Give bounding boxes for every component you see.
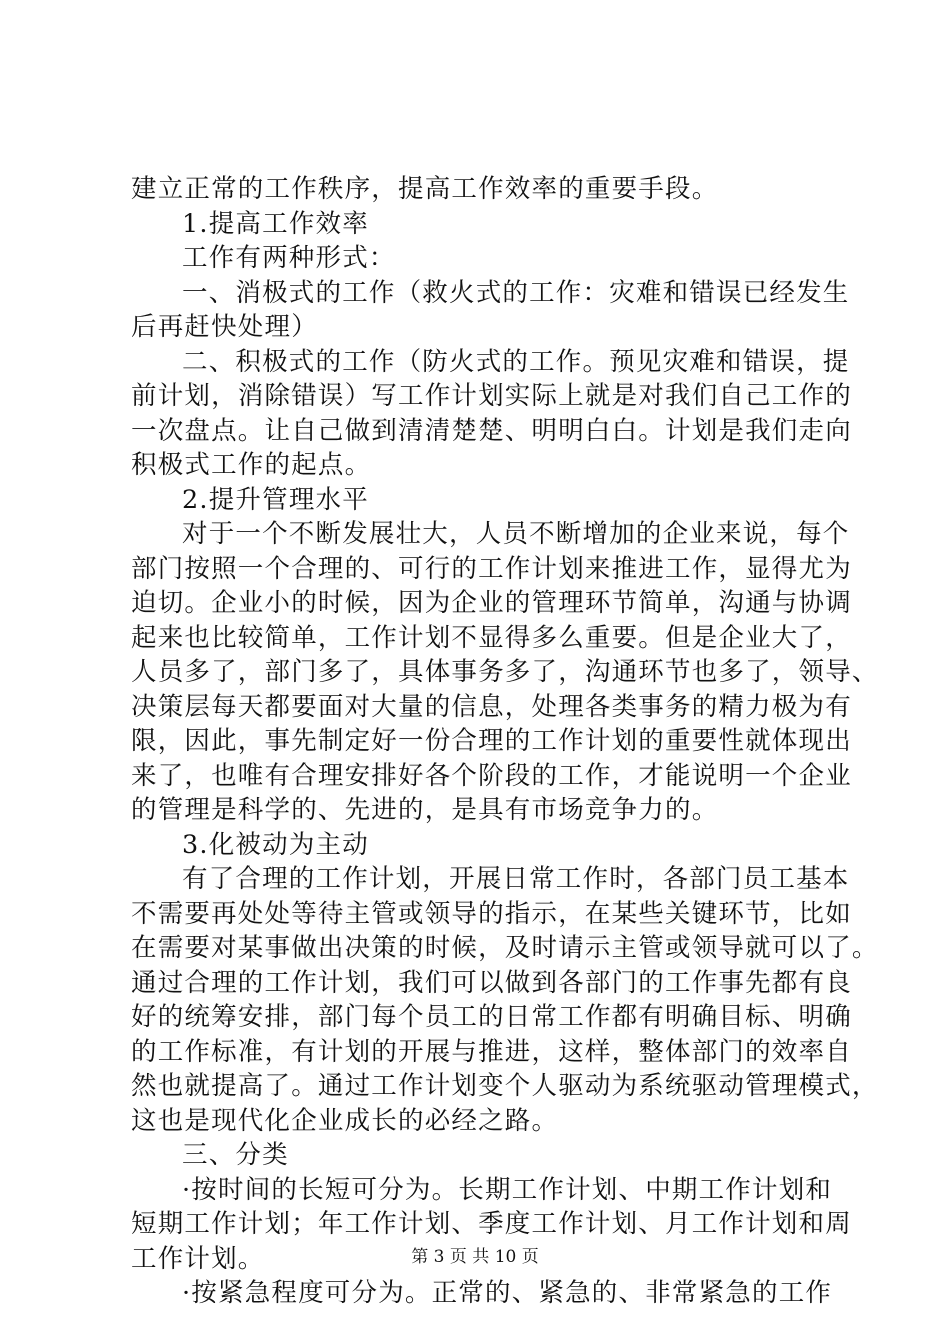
text-line: 人员多了，部门多了，具体事务多了，沟通环节也多了，领导、 [131, 657, 879, 687]
text-line: 来了，也唯有合理安排好各个阶段的工作，才能说明一个企业 [131, 760, 852, 791]
text-line: 2.提升管理水平 [182, 484, 369, 515]
text-line: 的管理是科学的、先进的，是具有市场竞争力的。 [131, 795, 719, 825]
text-line: 限，因此，事先制定好一份合理的工作计划的重要性就体现出 [131, 726, 852, 756]
text-line: 工作计划。 [131, 1243, 265, 1274]
text-line: 积极式工作的起点。 [131, 450, 372, 480]
text-line: 三、分类 [182, 1140, 289, 1170]
text-line: 然也就提高了。通过工作计划变个人驱动为系统驱动管理模式， [131, 1071, 879, 1101]
text-line: 一、消极式的工作（救火式的工作：灾难和错误已经发生 [182, 277, 850, 308]
text-line: ·按时间的长短可分为。长期工作计划、中期工作计划和 [182, 1174, 833, 1205]
text-line: 部门按照一个合理的、可行的工作计划来推进工作，显得尤为 [131, 553, 852, 584]
text-line: 这也是现代化企业成长的必经之路。 [131, 1105, 559, 1136]
text-line: 对于一个不断发展壮大，人员不断增加的企业来说，每个 [182, 519, 850, 549]
text-line: 的工作标准，有计划的开展与推进，这样，整体部门的效率自 [131, 1036, 852, 1067]
text-line: 在需要对某事做出决策的时候，及时请示主管或领导就可以了。 [131, 933, 879, 963]
text-line: 通过合理的工作计划，我们可以做到各部门的工作事先都有良 [131, 967, 852, 998]
text-line: 1.提高工作效率 [182, 208, 369, 239]
text-line: 有了合理的工作计划，开展日常工作时，各部门员工基本 [182, 864, 850, 894]
text-line: 工作有两种形式： [182, 243, 396, 273]
text-line: 建立正常的工作秩序，提高工作效率的重要手段。 [131, 174, 719, 204]
text-line: 前计划，消除错误）写工作计划实际上就是对我们自己工作的 [131, 381, 852, 411]
text-line: 不需要再处处等待主管或领导的指示，在某些关键环节，比如 [131, 898, 852, 929]
text-line: 好的统筹安排，部门每个员工的日常工作都有明确目标、明确 [131, 1002, 852, 1032]
text-line: ·按紧急程度可分为。正常的、紧急的、非常紧急的工作 [182, 1278, 833, 1308]
text-line: 决策层每天都要面对大量的信息，处理各类事务的精力极为有 [131, 691, 852, 722]
text-line: 后再赶快处理） [131, 312, 318, 342]
text-line: 短期工作计划；年工作计划、季度工作计划、月工作计划和周 [131, 1209, 852, 1239]
page-footer: 第 3 页 共 10 页 [411, 1247, 539, 1267]
text-line: 一次盘点。让自己做到清清楚楚、明明白白。计划是我们走向 [131, 415, 852, 446]
text-line: 3.化被动为主动 [182, 829, 369, 860]
text-line: 二、积极式的工作（防火式的工作。预见灾难和错误，提 [182, 346, 850, 377]
text-line: 迫切。企业小的时候，因为企业的管理环节简单，沟通与协调 [131, 588, 852, 618]
document-body [131, 172, 879, 1311]
text-line: 起来也比较简单，工作计划不显得多么重要。但是企业大了， [131, 622, 852, 653]
